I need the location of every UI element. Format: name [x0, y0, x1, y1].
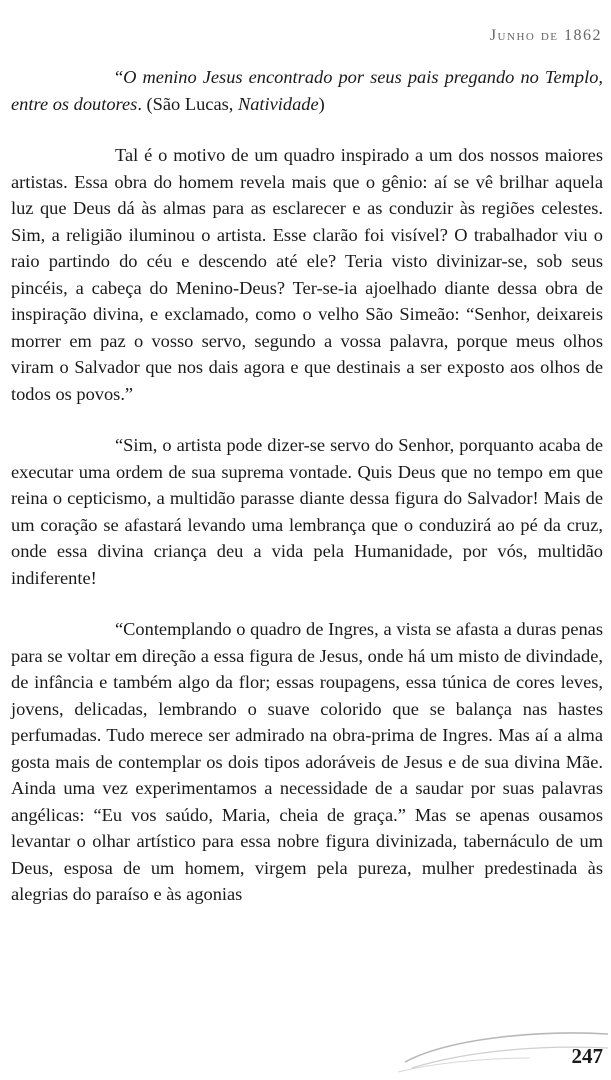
- running-header: Junho de 1862: [489, 27, 602, 44]
- epigraph: [11, 64, 603, 117]
- footer-swoosh-ornament: [0, 1020, 611, 1080]
- epigraph-citation-title: Natividade: [237, 93, 319, 114]
- paragraph-2: “Sim, o artista pode dizer-se servo do Senhor, porquanto acaba de executar uma ordem de sua suprema vontade. Quis Deus que no tempo em que reina o cepticismo, a multidão parasse diante dessa figura do Salvador! Mais de um coração se afastará levando uma lembrança que o conduzirá ao pé da cruz, onde essa divina criança deu a vida pela Humanidade, por vós, multidão indiferente!: [11, 435, 603, 588]
- epigraph-italic: O menino Jesus encontrado por seus pais pregando no Templo, entre os doutores: [11, 67, 603, 114]
- paragraph-3: “Contemplando o quadro de Ingres, a vista se afasta a duras penas para se voltar em direção a essa figura de Jesus, onde há um misto de divindade, de infância e também algo da flor; essas roupagens, essa túnica de cores leves, jovens, delicadas, lembrando o suave colorido que se balança nas hastes perfumadas. Tudo merece ser admirado na obra-prima de Ingres. Mas aí a alma gosta mais de contemplar os dois tipos adoráveis de Jesus e de sua divina Mãe. Ainda uma vez experimentamos a necessidade de a saudar por suas palavras angélicas: “Eu vos saúdo, Maria, cheia de graça.” Mas se apenas ousamos levantar o olhar artístico para essa nobre figura divinizada, tabernáculo de um Deus, esposa de um homem, virgem pela pureza, mulher predestinada às alegrias do paraíso e às agonias: [11, 619, 603, 904]
- page-footer: [0, 1020, 611, 1080]
- epigraph-citation: . (São Lucas,: [137, 93, 238, 114]
- epigraph-quote-mark: “: [115, 67, 124, 87]
- page-number: 247: [571, 1044, 603, 1068]
- epigraph-citation-close: ): [318, 93, 325, 114]
- page-body: [11, 64, 603, 933]
- paragraph-1: Tal é o motivo de um quadro inspirado a um dos nossos maiores artistas. Essa obra do homem revela mais que o gênio: aí se vê brilhar aquela luz que Deus dá às almas para as esclarecer e as conduzir às regiões celestes. Sim, a religião iluminou o artista. Esse clarão foi visível? O trabalhador viu o raio partindo do céu e descendo até ele? Teria visto divinizar-se, sob seus pincéis, a cabeça do Menino-Deus? Ter-se-ia ajoelhado diante dessa obra de inspiração divina, e exclamado, como o velho São Simeão: “Senhor, deixareis morrer em paz o vosso servo, segundo a vossa palavra, porque meus olhos viram o Salvador que nos dais agora e que destinais a ser exposto aos olhos de todos os povos.”: [11, 145, 603, 404]
